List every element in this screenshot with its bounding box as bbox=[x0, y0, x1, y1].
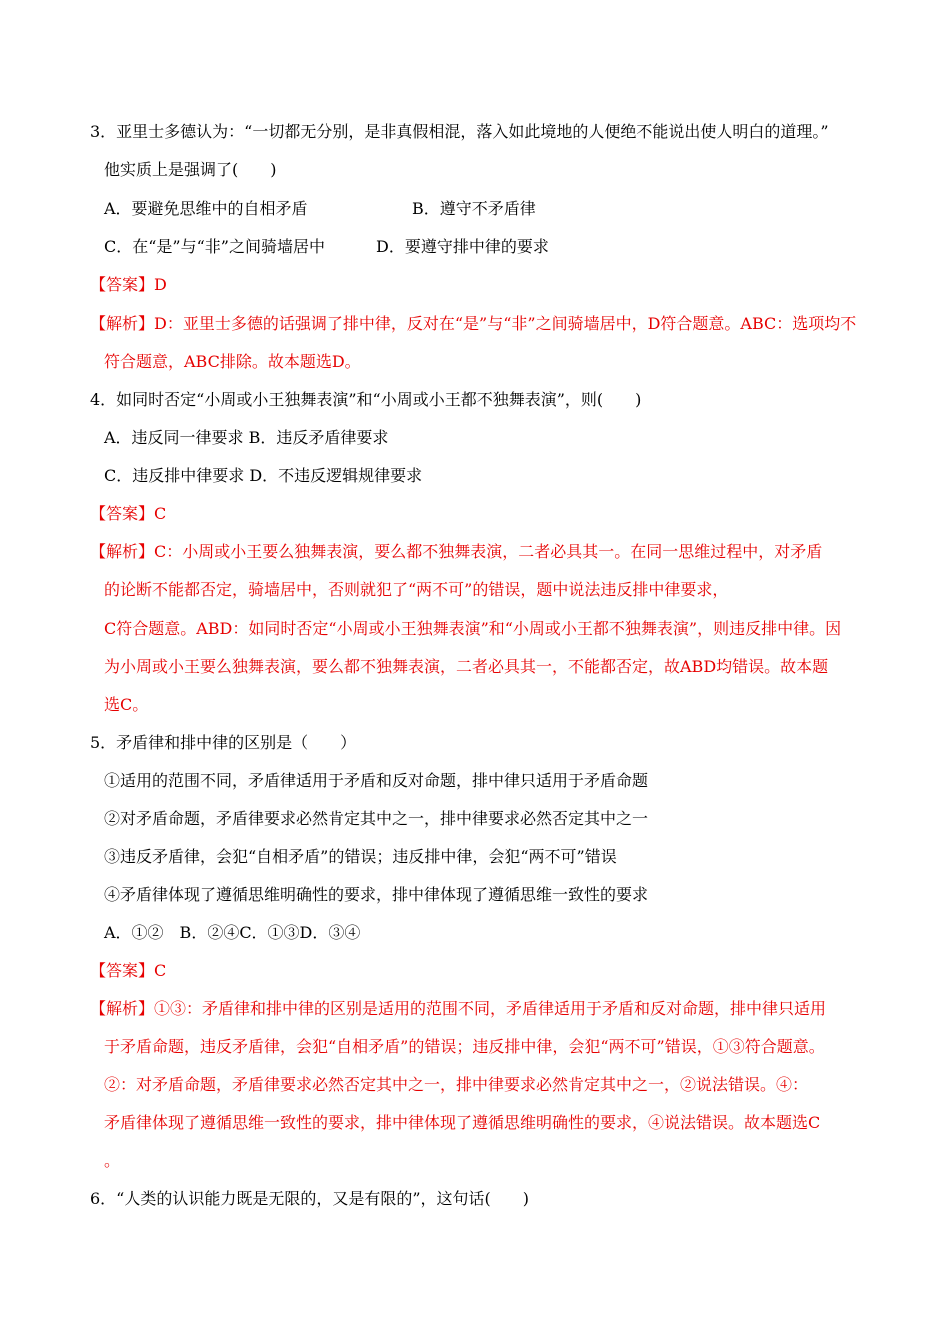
analysis-tag: 【解析】 bbox=[90, 999, 155, 1018]
q4-options-cd: C．违反排中律要求 D．不违反逻辑规律要求 bbox=[104, 466, 423, 485]
q4-analysis-line3: C符合题意。ABD：如同时否定“小周或小王独舞表演”和“小周或小王都不独舞表演”，则违反排中律。因 bbox=[104, 619, 842, 638]
q3-option-b: B．遵守不矛盾律 bbox=[412, 199, 536, 218]
q3-answer bbox=[90, 275, 167, 295]
q4-analysis-line4: 为小周或小王要么独舞表演，要么都不独舞表演，二者必具其一，不能都否定，故ABD均错误。故本题 bbox=[104, 657, 829, 676]
answer-tag: 【答案】 bbox=[90, 275, 155, 294]
q4-analysis-line1 bbox=[90, 542, 822, 562]
q3-analysis-line1 bbox=[90, 314, 856, 334]
q5-item-4: ④矛盾律体现了遵循思维明确性的要求，排中律体现了遵循思维一致性的要求 bbox=[104, 885, 649, 904]
q3-analysis-line2: 符合题意，ABC排除。故本题选D。 bbox=[104, 352, 361, 371]
analysis-text: ①③：矛盾律和排中律的区别是适用的范围不同，矛盾律适用于矛盾和反对命题，排中律只适用 bbox=[154, 999, 827, 1018]
q6-stem: 6．“人类的认识能力既是无限的，又是有限的”，这句话( ) bbox=[90, 1189, 530, 1208]
q5-options: A．①② B．②④C．①③D．③④ bbox=[104, 923, 361, 942]
q3-option-c: C．在“是”与“非”之间骑墙居中 bbox=[104, 237, 325, 256]
q5-item-1: ①适用的范围不同，矛盾律适用于矛盾和反对命题，排中律只适用于矛盾命题 bbox=[104, 771, 649, 790]
q3-option-a: A．要避免思维中的自相矛盾 bbox=[104, 199, 308, 218]
q4-stem: 4．如同时否定“小周或小王独舞表演”和“小周或小王都不独舞表演”，则( ) bbox=[90, 390, 642, 409]
answer-value: D bbox=[154, 275, 167, 294]
q4-answer bbox=[90, 504, 166, 524]
analysis-tag: 【解析】 bbox=[90, 542, 155, 561]
answer-value: C bbox=[154, 961, 167, 980]
answer-tag: 【答案】 bbox=[90, 504, 155, 523]
q5-item-3: ③违反矛盾律，会犯“自相矛盾”的错误；违反排中律，会犯“两不可”错误 bbox=[104, 847, 617, 866]
q5-analysis-line3: ②：对矛盾命题，矛盾律要求必然否定其中之一，排中律要求必然肯定其中之一，②说法错误。④： bbox=[104, 1075, 809, 1094]
q5-analysis-line5: 。 bbox=[104, 1151, 121, 1170]
q4-analysis-line5: 选C。 bbox=[104, 695, 149, 714]
q3-stem-line1: 3．亚里士多德认为：“一切都无分别，是非真假相混，落入如此境地的人便绝不能说出使人明白的道理。” bbox=[90, 122, 829, 141]
q5-analysis-line2: 于矛盾命题，违反矛盾律，会犯“自相矛盾”的错误；违反排中律，会犯“两不可”错误，①③符合题意。 bbox=[104, 1037, 825, 1056]
q3-stem-line2: 他实质上是强调了( ) bbox=[104, 160, 277, 179]
q5-answer bbox=[90, 961, 166, 981]
analysis-text: C：小周或小王要么独舞表演，要么都不独舞表演，二者必具其一。在同一思维过程中，对矛盾 bbox=[154, 542, 823, 561]
analysis-text: D：亚里士多德的话强调了排中律，反对在“是”与“非”之间骑墙居中，D符合题意。ABC：选项均不 bbox=[154, 314, 857, 333]
answer-value: C bbox=[154, 504, 167, 523]
q5-analysis-line1 bbox=[90, 999, 826, 1019]
q4-analysis-line2: 的论断不能都否定，骑墙居中，否则就犯了“两不可”的错误，题中说法违反排中律要求， bbox=[104, 580, 729, 599]
q5-analysis-line4: 矛盾律体现了遵循思维一致性的要求，排中律体现了遵循思维明确性的要求，④说法错误。故本题选C bbox=[104, 1113, 821, 1132]
q3-option-d: D．要遵守排中律的要求 bbox=[376, 237, 549, 256]
q5-item-2: ②对矛盾命题，矛盾律要求必然肯定其中之一，排中律要求必然否定其中之一 bbox=[104, 809, 649, 828]
q5-stem: 5．矛盾律和排中律的区别是（ ） bbox=[90, 733, 357, 752]
q4-options-ab: A．违反同一律要求 B．违反矛盾律要求 bbox=[104, 428, 389, 447]
analysis-tag: 【解析】 bbox=[90, 314, 155, 333]
answer-tag: 【答案】 bbox=[90, 961, 155, 980]
